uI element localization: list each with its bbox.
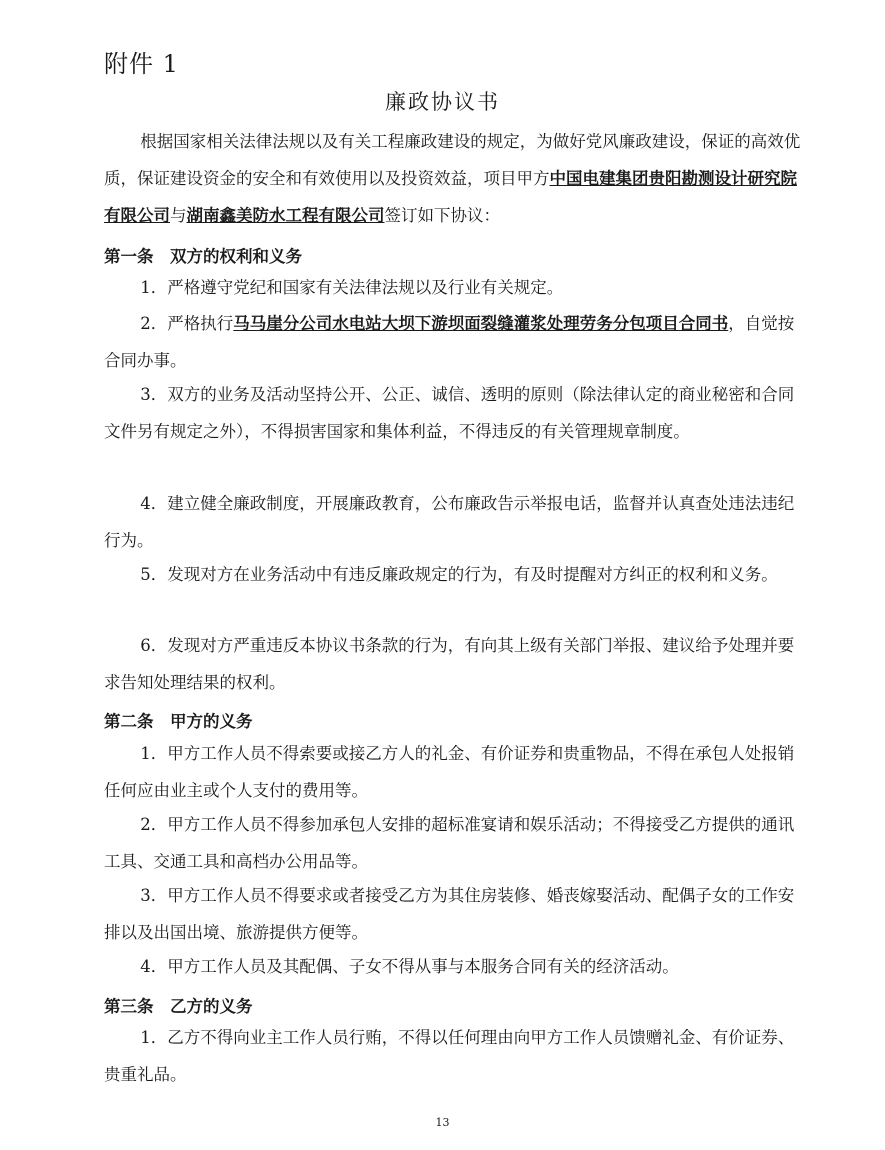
article-2-heading: 第二条 甲方的义务 (104, 712, 253, 731)
item-2-prefix: 2．严格执行 (140, 314, 234, 333)
intro-paragraph (104, 123, 804, 234)
article-2-item-2: 2．甲方工作人员不得参加承包人安排的超标准宴请和娱乐活动；不得接受乙方提供的通讯工具、交通工具和高档办公用品等。 (104, 815, 795, 871)
article-2-item-3: 3．甲方工作人员不得要求或者接受乙方为其住房装修、婚丧嫁娶活动、配偶子女的工作安排以及出国出境、旅游提供方便等。 (104, 886, 795, 942)
contract-name: 马马崖分公司水电站大坝下游坝面裂缝灌浆处理劳务分包项目合同书 (233, 314, 729, 333)
article-1-item-4: 4．建立健全廉政制度，开展廉政教育，公布廉政告示举报电话，监督并认真查处违法违纪行为。 (104, 494, 795, 550)
article-1-heading: 第一条 双方的权利和义务 (104, 247, 302, 266)
article-1-item-1: 1．严格遵守党纪和国家有关法律法规以及行业有关规定。 (140, 278, 564, 297)
article-3-item-1: 1．乙方不得向业主工作人员行贿，不得以任何理由向甲方工作人员馈赠礼金、有价证券、贵重礼品。 (104, 1028, 795, 1084)
intro-text-1: 根据国家相关法律法规以及有关工程廉政建设的规定，为做好党风廉政建设，保证的高效优质，保证建设资金的安全和有效使用以及投资效益，项目甲方 (104, 132, 801, 188)
party-a-name: 中国电建集团贵阳勘测设计研究院有限公司 (104, 169, 797, 225)
article-1-item-5: 5．发现对方在业务活动中有违反廉政规定的行为，有及时提醒对方纠正的权利和义务。 (140, 565, 778, 584)
article-1-item-6: 6．发现对方严重违反本协议书条款的行为，有向其上级有关部门举报、建议给予处理并要求告知处理结果的权利。 (104, 636, 795, 692)
annex-label: 附件 1 (104, 50, 179, 78)
intro-text-3: 签订如下协议： (384, 206, 500, 225)
article-1-item-3: 3．双方的业务及活动坚持公开、公正、诚信、透明的原则（除法律认定的商业秘密和合同文件另有规定之外），不得损害国家和集体利益，不得违反的有关管理规章制度。 (104, 385, 795, 441)
article-3-heading: 第三条 乙方的义务 (104, 997, 253, 1016)
document-title: 廉政协议书 (385, 90, 500, 114)
article-2-item-1: 1．甲方工作人员不得索要或接乙方人的礼金、有价证券和贵重物品，不得在承包人处报销任何应由业主或个人支付的费用等。 (104, 744, 795, 800)
intro-text-2: 与 (170, 206, 187, 225)
item-2-suffix: ，自觉按合同办事。 (104, 314, 795, 370)
article-2-item-4: 4．甲方工作人员及其配偶、子女不得从事与本服务合同有关的经济活动。 (140, 957, 679, 976)
page-number: 13 (435, 1116, 450, 1129)
article-1-item-2 (104, 305, 804, 379)
party-b-name: 湖南鑫美防水工程有限公司 (186, 206, 385, 225)
